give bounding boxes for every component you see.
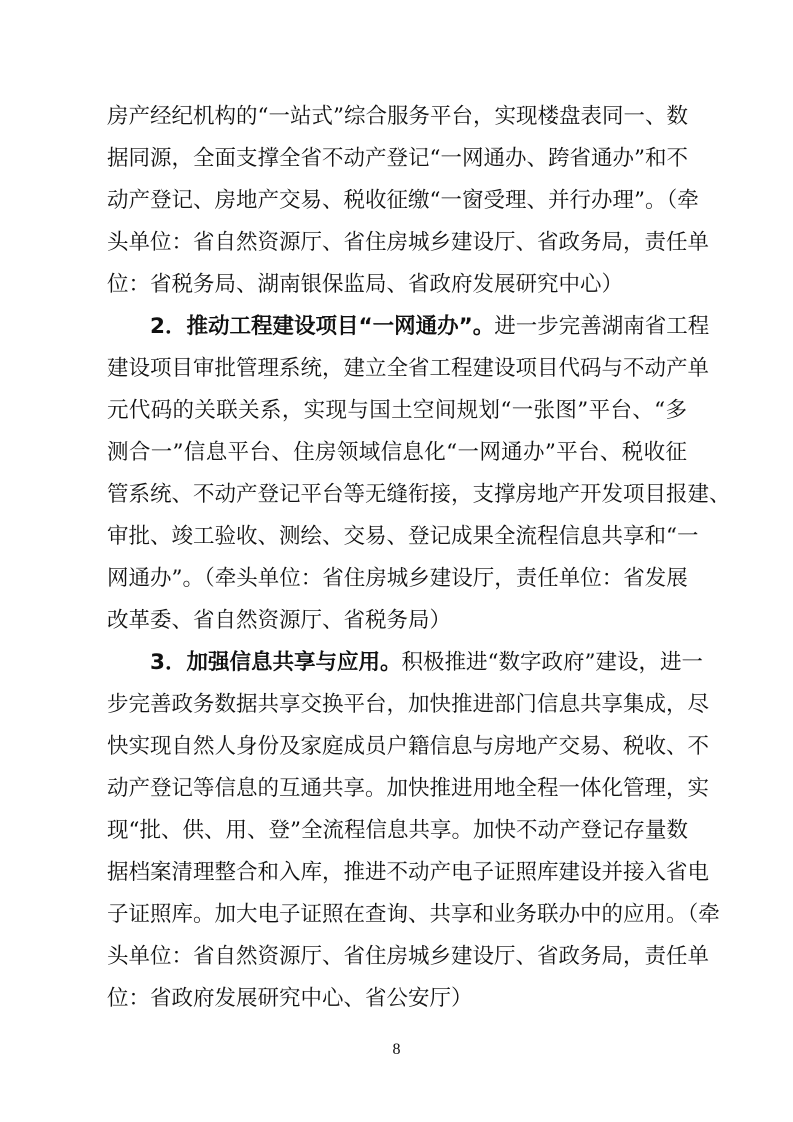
paragraph-1-line-4: 头单位：省自然资源厅、省住房城乡建设厅、省政务局，责任单	[107, 230, 710, 255]
paragraph-3-line-4: 动产登记等信息的互通共享。加快推进用地全程一体化管理，实	[107, 776, 710, 801]
paragraph-3-first-line-text: 积极推进“数字政府”建设，进一	[401, 650, 703, 675]
paragraph-2-heading: 2．推动工程建设项目“一网通办”。	[150, 314, 495, 339]
paragraph-2-line-3: 元代码的关联关系，实现与国土空间规划“一张图”平台、“多	[107, 398, 687, 423]
paragraph-1-line-3: 动产登记、房地产交易、税收征缴“一窗受理、并行办理”。（牵	[107, 188, 699, 213]
paragraph-2-line-2: 建设项目审批管理系统，建立全省工程建设项目代码与不动产单	[107, 356, 710, 381]
paragraph-2-line-8: 改革委、省自然资源厅、省税务局）	[107, 608, 452, 633]
paragraph-3-line-6: 据档案清理整合和入库，推进不动产电子证照库建设并接入省电	[107, 860, 710, 885]
paragraph-1-line-2: 据同源，全面支撑全省不动产登记“一网通办、跨省通办”和不	[107, 146, 688, 171]
paragraph-1-line-5: 位：省税务局、湖南银保监局、省政府发展研究中心）	[107, 272, 624, 297]
paragraph-2-line-6: 审批、竣工验收、测绘、交易、登记成果全流程信息共享和“一	[107, 524, 699, 549]
paragraph-3-line-2: 步完善政务数据共享交换平台，加快推进部门信息共享集成，尽	[107, 692, 710, 717]
paragraph-1-line-1: 房产经纪机构的“一站式”综合服务平台，实现楼盘表同一、数	[107, 104, 688, 129]
paragraph-2-first-line-text: 进一步完善湖南省工程	[494, 314, 710, 339]
paragraph-2-line-5: 管系统、不动产登记平台等无缝衔接，支撑房地产开发项目报建、	[107, 482, 731, 507]
paragraph-3-line-3: 快实现自然人身份及家庭成员户籍信息与房地产交易、税收、不	[107, 734, 710, 759]
paragraph-3-line-5: 现“批、供、用、登”全流程信息共享。加快不动产登记存量数	[107, 818, 688, 843]
paragraph-3-line-7: 子证照库。加大电子证照在查询、共享和业务联办中的应用。（牵	[107, 902, 720, 927]
paragraph-2-first-line	[150, 306, 710, 347]
paragraph-3-line-8: 头单位：省自然资源厅、省住房城乡建设厅、省政务局，责任单	[107, 944, 710, 969]
paragraph-2-line-4: 测合一”信息平台、住房领域信息化“一网通办”平台、税收征	[107, 440, 687, 465]
paragraph-3-heading: 3．加强信息共享与应用。	[150, 650, 402, 675]
page-number: 8	[392, 1041, 401, 1058]
paragraph-3-first-line	[150, 642, 703, 683]
paragraph-3-line-9: 位：省政府发展研究中心、省公安厅）	[107, 986, 473, 1011]
paragraph-2-line-7: 网通办”。（牵头单位：省住房城乡建设厅，责任单位：省发展	[107, 566, 688, 591]
